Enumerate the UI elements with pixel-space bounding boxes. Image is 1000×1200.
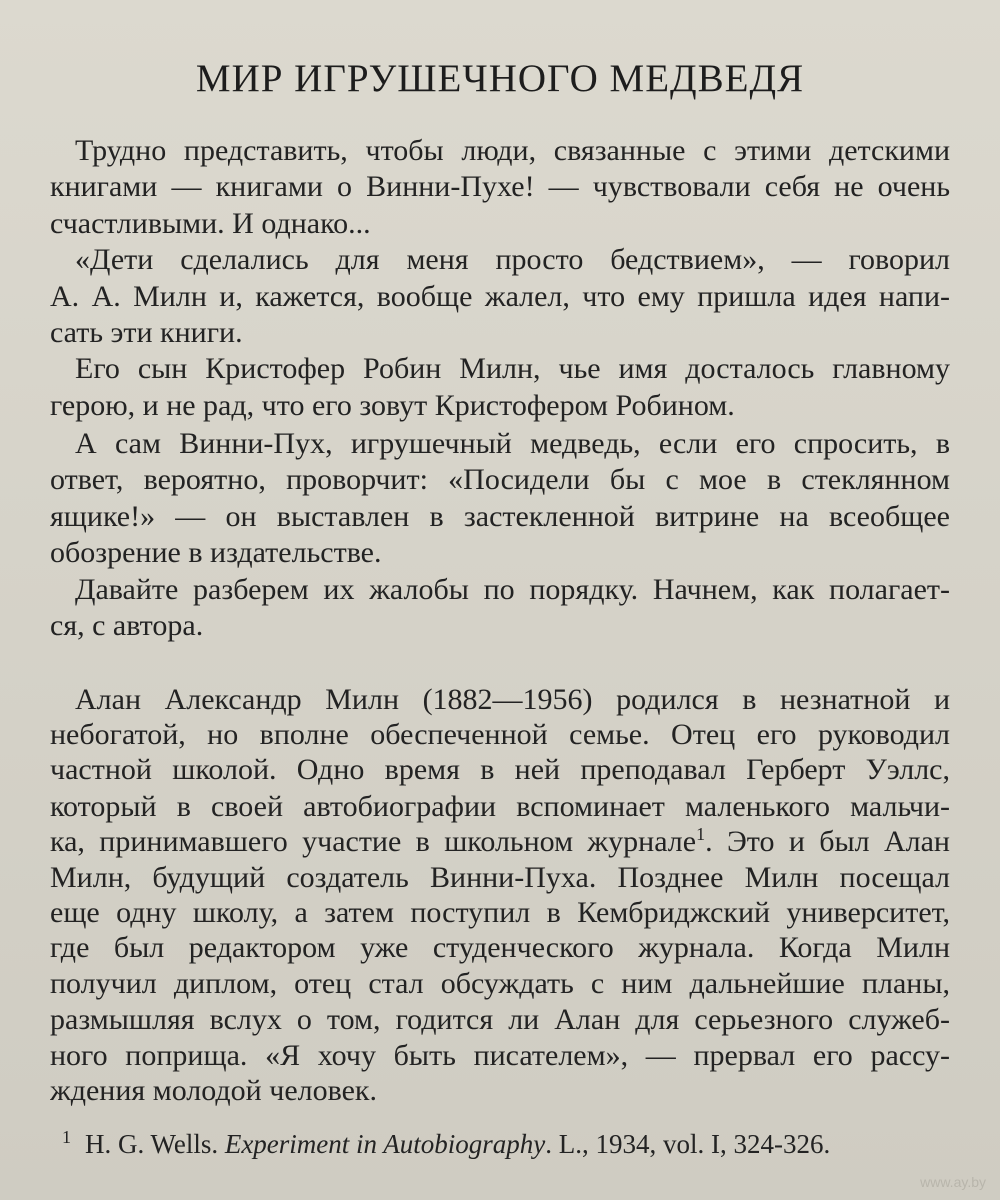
text-line: счастливыми. И однако...: [50, 207, 371, 240]
text-line: Трудно представить, чтобы люди, связанные с этими детскими: [75, 134, 950, 167]
footnote-mark: 1: [62, 1127, 71, 1147]
text-line: частной школой. Одно время в ней преподавал Герберт Уэллс,: [50, 753, 950, 786]
text-line: ждения молодой человек.: [50, 1074, 377, 1107]
text-line: книгами — книгами о Винни-Пухе! — чувствовали себя не очень: [50, 170, 950, 203]
text-line: ответ, вероятно, проворчит: «Посидели бы с мое в стеклянном: [50, 463, 950, 496]
watermark: www.ay.by: [920, 1174, 986, 1190]
footnote-ref: 1: [696, 824, 706, 844]
text-line: ного поприща. «Я хочу быть писателем», — прервал его рассу-: [50, 1039, 950, 1072]
footnote-details: . L., 1934, vol. I, 324-326.: [545, 1129, 831, 1159]
text-line: обозрение в издательстве.: [50, 536, 382, 569]
text-line: Давайте разберем их жалобы по порядку. Начнем, как полагает-: [75, 573, 950, 606]
text-line: ся, с автора.: [50, 609, 204, 642]
text-line: размышляя вслух о том, годится ли Алан для серьезного служеб-: [50, 1003, 950, 1036]
text-line: Его сын Кристофер Робин Милн, чье имя досталось главному: [75, 352, 950, 385]
text-line: ящике!» — он выставлен в застекленной витрине на всеобщее: [50, 500, 950, 533]
text-line: сать эти книги.: [50, 316, 243, 349]
text-line-with-footnote-ref: [50, 822, 950, 862]
text-line: А сам Винни-Пух, игрушечный медведь, если его спросить, в: [75, 427, 950, 460]
page-title: МИР ИГРУШЕЧНОГО МЕДВЕДЯ: [195, 57, 805, 100]
text-line: получил диплом, отец стал обсуждать с ним дальнейшие планы,: [50, 967, 950, 1000]
footnote-work-title: Experiment in Autobiography: [224, 1129, 546, 1159]
text-fragment: . Это и был Алан: [705, 825, 950, 858]
text-line: «Дети сделались для меня просто бедствием», — говорил: [75, 243, 950, 276]
text-line: небогатой, но вполне обеспеченной семье. Отец его руководил: [50, 718, 950, 751]
text-line: Алан Александр Милн (1882—1956) родился в незнатной и: [75, 683, 950, 716]
text-line: еще одну школу, а затем поступил в Кембриджский университет,: [50, 896, 950, 929]
text-line: Милн, будущий создатель Винни-Пуха. Позднее Милн посещал: [50, 861, 950, 894]
text-fragment: ка, принимавшего участие в школьном журнале: [50, 825, 697, 858]
footnote: [62, 1126, 962, 1165]
text-line: где был редактором уже студенческого журнала. Когда Милн: [50, 931, 950, 964]
text-line: герою, и не рад, что его зовут Кристофером Робином.: [50, 389, 735, 422]
text-line: А. А. Милн и, кажется, вообще жалел, что ему пришла идея напи-: [50, 280, 950, 313]
footnote-author: H. G. Wells.: [85, 1129, 225, 1159]
text-line: который в своей автобиографии вспоминает маленького мальчи-: [50, 790, 950, 823]
